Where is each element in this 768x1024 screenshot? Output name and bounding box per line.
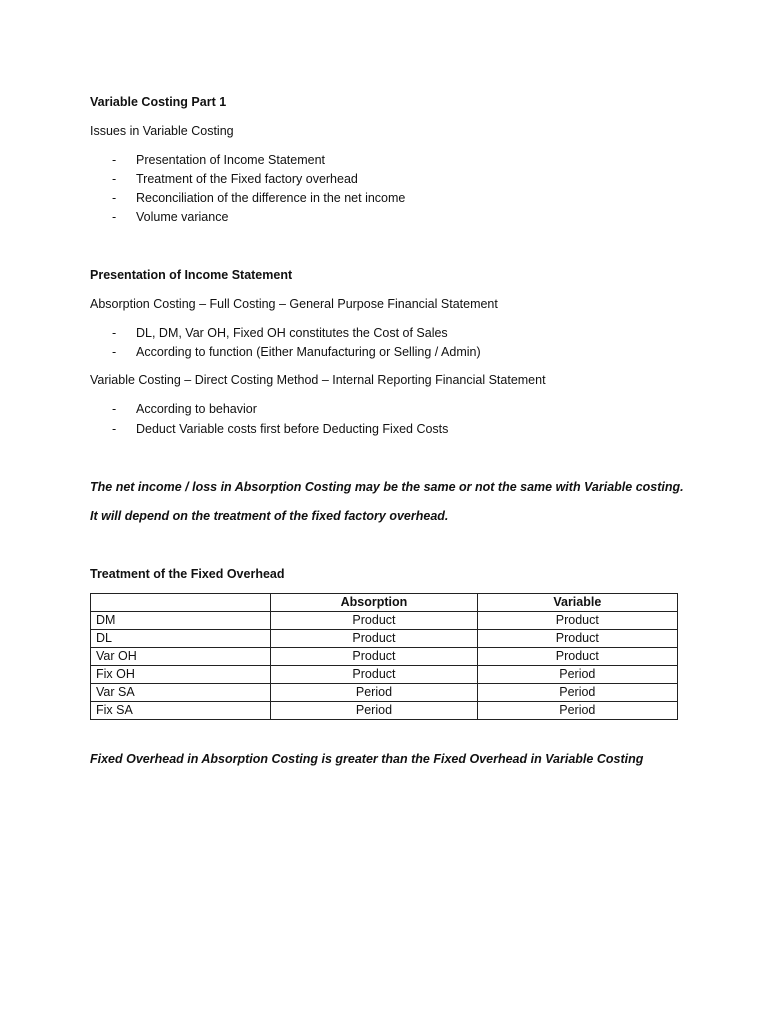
bullet-dash: - — [112, 172, 117, 186]
table-cell: Period — [477, 666, 677, 684]
table-row — [91, 630, 678, 648]
table-cell: Period — [477, 684, 677, 702]
table-cell: Period — [477, 702, 677, 720]
table-cell: Product — [271, 612, 477, 630]
table-cell: Product — [477, 612, 677, 630]
absorption-costing-line: Absorption Costing – Full Costing – General Purpose Financial Statement — [90, 297, 498, 311]
conclusion-note: Fixed Overhead in Absorption Costing is greater than the Fixed Overhead in Variable Costing — [90, 752, 644, 766]
issues-heading: Issues in Variable Costing — [90, 124, 234, 138]
table-row — [91, 702, 678, 720]
presentation-heading: Presentation of Income Statement — [90, 268, 293, 282]
table-cell: Product — [271, 666, 477, 684]
bullet-dash: - — [112, 153, 117, 167]
row-label: DM — [91, 612, 271, 630]
row-label: Fix SA — [91, 702, 271, 720]
table-row — [91, 684, 678, 702]
header-cell — [91, 594, 271, 612]
table-header-row — [91, 594, 678, 612]
bullet-dash: - — [112, 422, 117, 436]
treatment-table — [90, 593, 678, 720]
table-row — [91, 666, 678, 684]
page-title: Variable Costing Part 1 — [90, 95, 227, 109]
row-label: Var SA — [91, 684, 271, 702]
bullet-dash: - — [112, 326, 117, 340]
row-label: Var OH — [91, 648, 271, 666]
table-cell: Product — [477, 630, 677, 648]
row-label: Fix OH — [91, 666, 271, 684]
bullet-dash: - — [112, 210, 117, 224]
bullet-dash: - — [112, 345, 117, 359]
table-cell: Product — [477, 648, 677, 666]
header-cell-absorption: Absorption — [271, 594, 477, 612]
note-line-2: It will depend on the treatment of the fixed factory overhead. — [90, 509, 449, 523]
table-cell: Product — [271, 630, 477, 648]
row-label: DL — [91, 630, 271, 648]
table-cell: Period — [271, 702, 477, 720]
variable-costing-line: Variable Costing – Direct Costing Method – Internal Reporting Financial Statement — [90, 373, 546, 387]
note-line-1: The net income / loss in Absorption Costing may be the same or not the same with Variable costing. — [90, 480, 684, 494]
table-row — [91, 612, 678, 630]
table-cell: Period — [271, 684, 477, 702]
bullet-dash: - — [112, 191, 117, 205]
treatment-heading: Treatment of the Fixed Overhead — [90, 567, 285, 581]
header-cell-variable: Variable — [477, 594, 677, 612]
table-row — [91, 648, 678, 666]
bullet-dash: - — [112, 402, 117, 416]
table-cell: Product — [271, 648, 477, 666]
